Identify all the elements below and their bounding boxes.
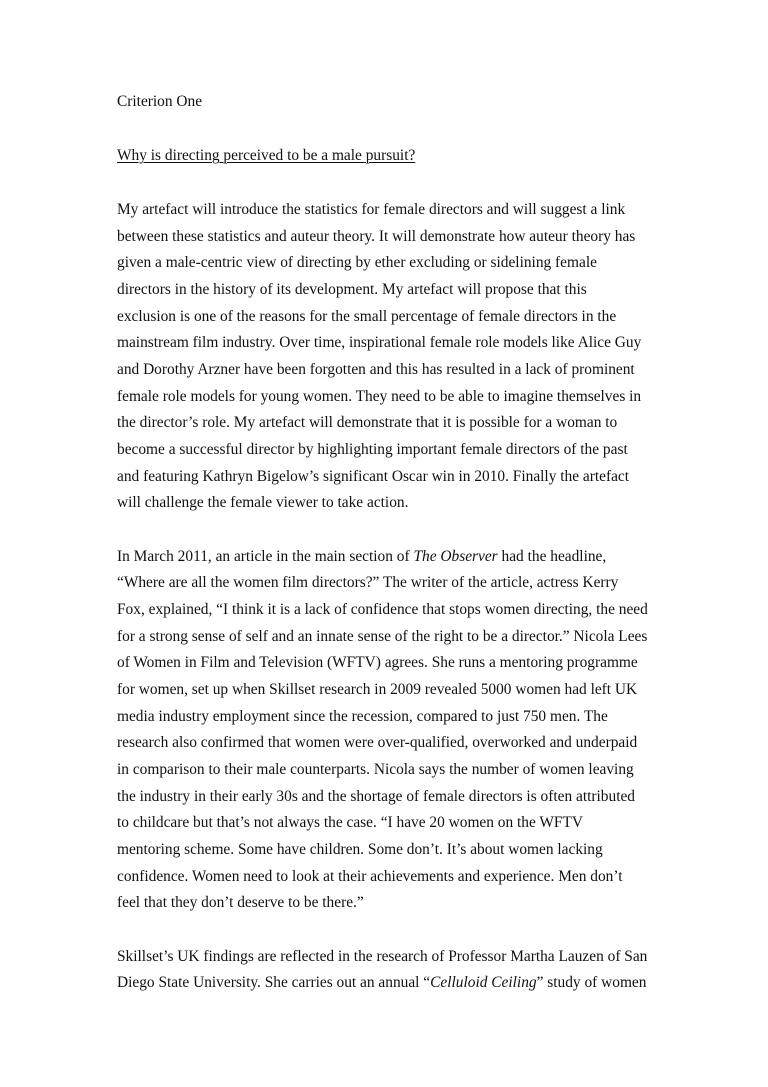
paragraph-3-text: ” study of women bbox=[536, 974, 647, 991]
paragraph-1-line: given a male-centric view of directing by ether excluding or sidelining female bbox=[117, 254, 597, 271]
paragraph-1-line: directors in the history of its development. My artefact will propose that this bbox=[117, 281, 587, 298]
question-title: Why is directing perceived to be a male pursuit? bbox=[117, 147, 416, 164]
paragraph-2-text: In March 2011, an article in the main section of bbox=[117, 548, 414, 565]
paragraph-3-line: Skillset’s UK findings are reflected in the research of Professor Martha Lauzen of San bbox=[117, 948, 648, 965]
paragraph-1-line: between these statistics and auteur theory. It will demonstrate how auteur theory has bbox=[117, 228, 636, 245]
publication-title: The Observer bbox=[413, 548, 498, 565]
section-heading: Criterion One bbox=[117, 93, 203, 110]
paragraph-2-text: had the headline, bbox=[497, 548, 607, 565]
paragraph-2-line: in comparison to their male counterparts. Nicola says the number of women leaving bbox=[117, 761, 634, 778]
paragraph-1-line: the director’s role. My artefact will demonstrate that it is possible for a woman to bbox=[117, 414, 618, 431]
paragraph-2-line: Fox, explained, “I think it is a lack of confidence that stops women directing, the need bbox=[117, 601, 648, 618]
paragraph-2-line: of Women in Film and Television (WFTV) agrees. She runs a mentoring programme bbox=[117, 654, 638, 671]
paragraph-2-line: to childcare but that’s not always the case. “I have 20 women on the WFTV bbox=[117, 814, 584, 831]
paragraph-1-line: and Dorothy Arzner have been forgotten and this has resulted in a lack of prominent bbox=[117, 361, 635, 378]
paragraph-2-line: the industry in their early 30s and the shortage of female directors is often attributed bbox=[117, 788, 635, 805]
paragraph-1-line: exclusion is one of the reasons for the small percentage of female directors in the bbox=[117, 308, 617, 325]
paragraph-2-line: mentoring scheme. Some have children. Some don’t. It’s about women lacking bbox=[117, 841, 603, 858]
paragraph-2-line: “Where are all the women film directors?” The writer of the article, actress Kerry bbox=[117, 574, 619, 591]
study-title: Celluloid Ceiling bbox=[430, 974, 537, 991]
paragraph-2-line: media industry employment since the recession, compared to just 750 men. The bbox=[117, 708, 608, 725]
paragraph-3-text: Diego State University. She carries out an annual “ bbox=[117, 974, 431, 991]
paragraph-3-second-line bbox=[117, 973, 646, 993]
paragraph-1-line: mainstream film industry. Over time, inspirational female role models like Alice Guy bbox=[117, 334, 642, 351]
paragraph-1-line: and featuring Kathryn Bigelow’s significant Oscar win in 2010. Finally the artefact bbox=[117, 468, 630, 485]
paragraph-2-line: confidence. Women need to look at their achievements and experience. Men don’t bbox=[117, 868, 623, 885]
paragraph-1-line: My artefact will introduce the statistics for female directors and will suggest a link bbox=[117, 201, 626, 218]
paragraph-2-line: for a strong sense of self and an innate sense of the right to be a director.” Nicola Lees bbox=[117, 628, 648, 645]
paragraph-2-line: for women, set up when Skillset research in 2009 revealed 5000 women had left UK bbox=[117, 681, 638, 698]
paragraph-1-line: become a successful director by highlighting important female directors of the past bbox=[117, 441, 628, 458]
paragraph-1-line: female role models for young women. They need to be able to imagine themselves in bbox=[117, 388, 642, 405]
paragraph-1-line: will challenge the female viewer to take action. bbox=[117, 494, 409, 511]
paragraph-2-line: research also confirmed that women were over-qualified, overworked and underpaid bbox=[117, 734, 638, 751]
paragraph-2-line: feel that they don’t deserve to be there.” bbox=[117, 894, 364, 911]
paragraph-2-first-line bbox=[117, 547, 606, 567]
